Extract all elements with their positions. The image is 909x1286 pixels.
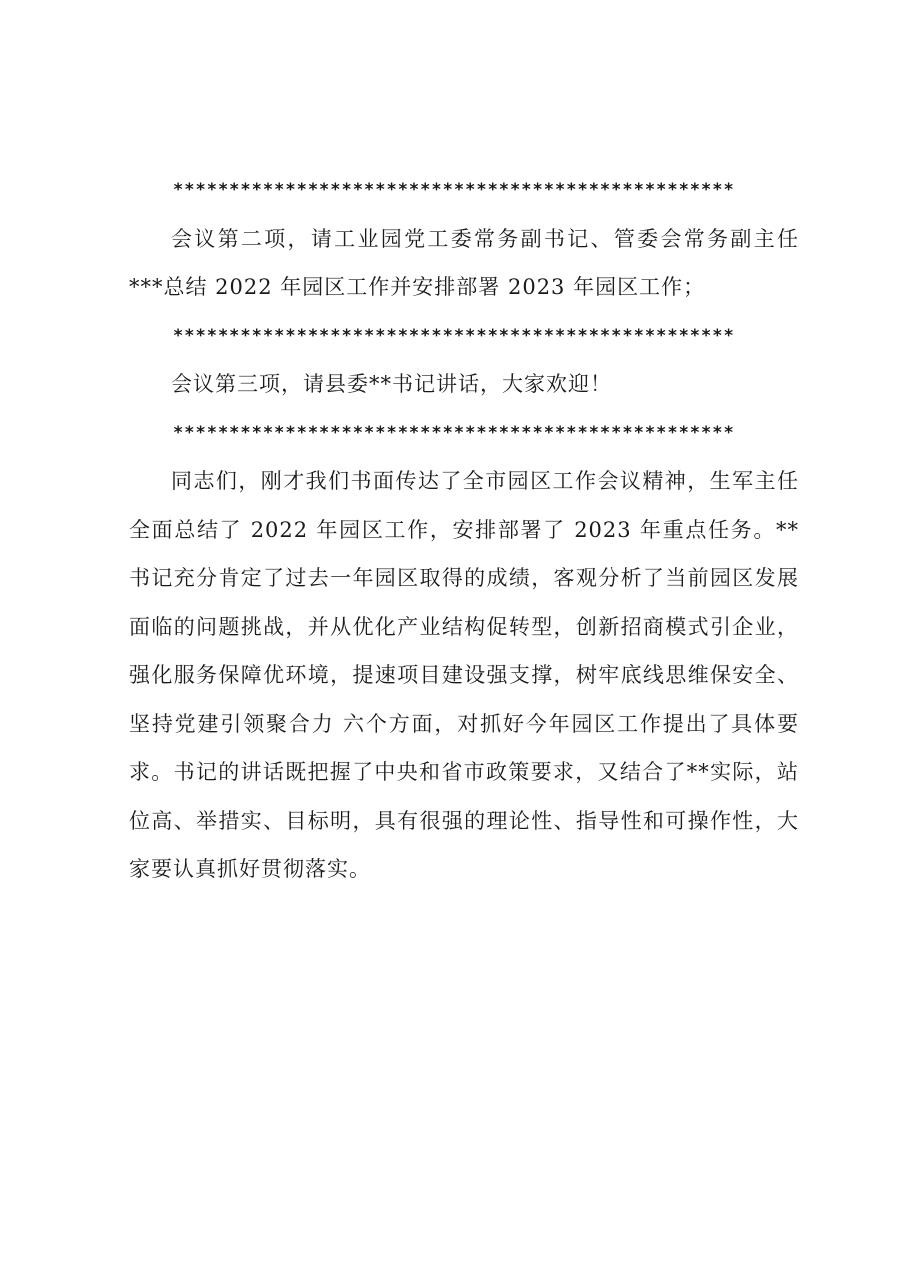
agenda-item-2: 会议第二项，请工业园党工委常务副书记、管委会常务副主任***总结 2022 年园区工作并安排部署 2023 年园区工作； — [129, 226, 799, 299]
speech-paragraph: 同志们，刚才我们书面传达了全市园区工作会议精神，生军主任全面总结了 2022 年园区工作，安排部署了 2023 年重点任务。**书记充分肯定了过去一年园区取得的成绩，客观分析了当前园区发展面临的问题挑战，并从优化产业结构促转型，创新招商模式引企业，强化服务保障优环境，提速项目建设强支撑，树牢底线思维保安全、坚持党建引领聚合力 六个方面，对抓好今年园区工作提出了具体要求。书记的讲话既把握了中央和省市政策要求，又结合了**实际，站位高、举措实、目标明，具有很强的理论性、指导性和可操作性，大家要认真抓好贯彻落实。 — [129, 469, 799, 881]
separator-line: ************************************************** — [173, 180, 735, 200]
document-body — [129, 166, 799, 894]
separator-line: ************************************************** — [173, 325, 735, 346]
separator-line: ************************************************** — [173, 422, 735, 443]
agenda-item-3: 会议第三项，请县委**书记讲话，大家欢迎！ — [171, 372, 612, 396]
